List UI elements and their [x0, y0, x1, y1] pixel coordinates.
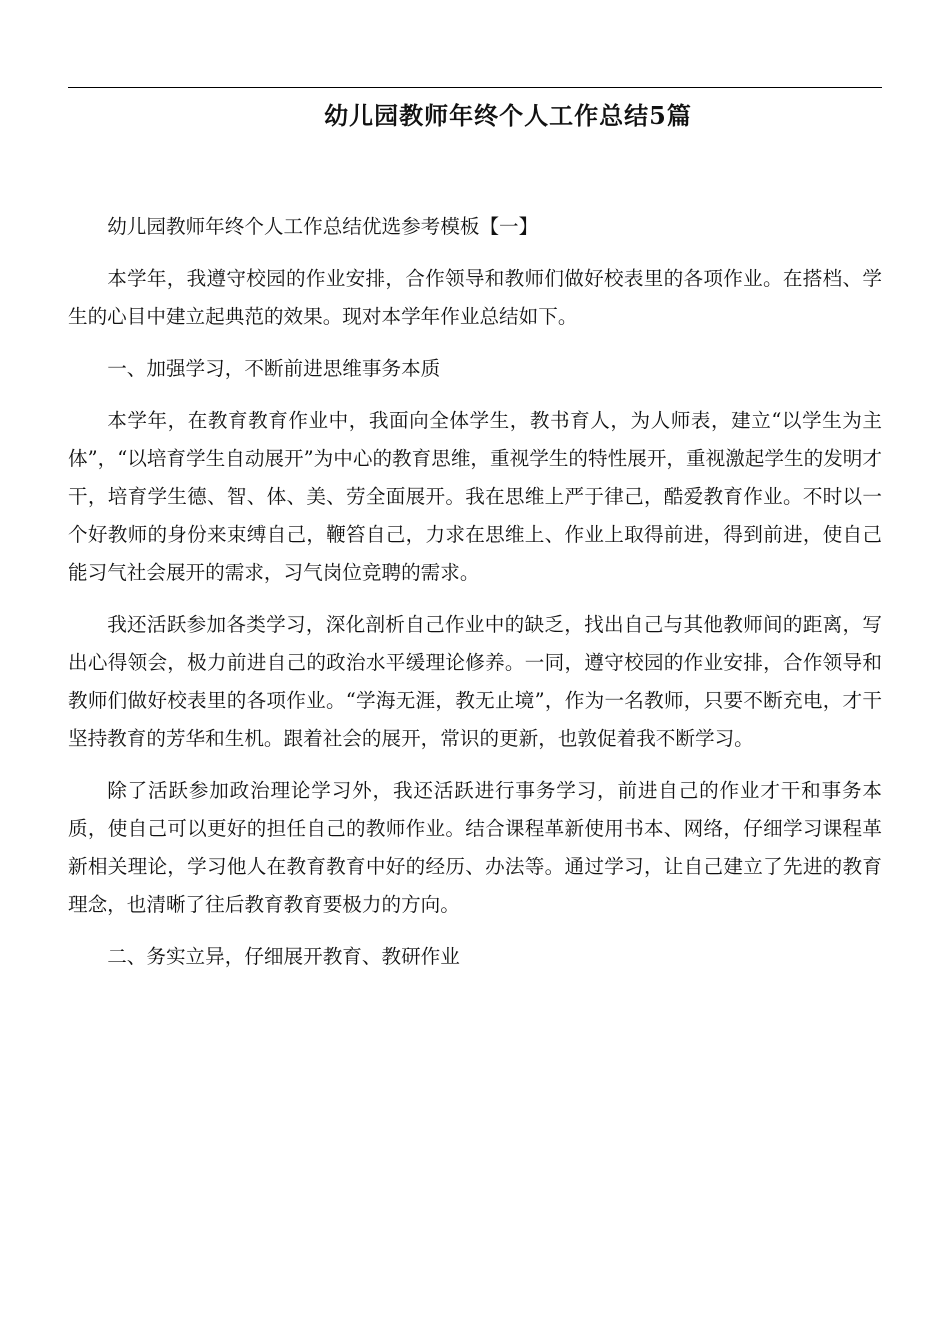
section-heading: 幼儿园教师年终个人工作总结优选参考模板【一】	[107, 215, 539, 238]
paragraph: 本学年，在教育教育作业中，我面向全体学生，教书育人，为人师表，建立“以学生为主体”，“以培育学生自动展开”为中心的教育思维，重视学生的特性展开，重视激起学生的发明才干，培育学生德、智、体、美、劳全面展开。我在思维上严于律己，酷爱教育作业。不时以一个好教师的身份来束缚自己，鞭笞自己，力求在思维上、作业上取得前进，得到前进，使自己能习气社会展开的需求，习气岗位竞聘的需求。	[68, 409, 882, 584]
section-heading: 二、务实立异，仔细展开教育、教研作业	[107, 945, 460, 968]
document-body	[68, 208, 882, 976]
paragraph: 除了活跃参加政治理论学习外，我还活跃进行事务学习，前进自己的作业才干和事务本质，使自己可以更好的担任自己的教师作业。结合课程革新使用书本、网络，仔细学习课程革新相关理论，学习他人在教育教育中好的经历、办法等。通过学习，让自己建立了先进的教育理念，也清晰了往后教育教育要极力的方向。	[68, 779, 882, 916]
paragraph: 我还活跃参加各类学习，深化剖析自己作业中的缺乏，找出自己与其他教师间的距离，写出心得领会，极力前进自己的政治水平缓理论修养。一同，遵守校园的作业安排，合作领导和教师们做好校表里的各项作业。“学海无涯，教无止境”，作为一名教师，只要不断充电，才干坚持教育的芳华和生机。跟着社会的展开，常识的更新，也敦促着我不断学习。	[68, 613, 882, 750]
paragraph: 本学年，我遵守校园的作业安排，合作领导和教师们做好校表里的各项作业。在搭档、学生的心目中建立起典范的效果。现对本学年作业总结如下。	[68, 267, 882, 328]
header-rule	[68, 87, 882, 88]
document-title: 幼儿园教师年终个人工作总结5篇	[324, 101, 692, 130]
section-heading: 一、加强学习，不断前进思维事务本质	[107, 357, 441, 380]
